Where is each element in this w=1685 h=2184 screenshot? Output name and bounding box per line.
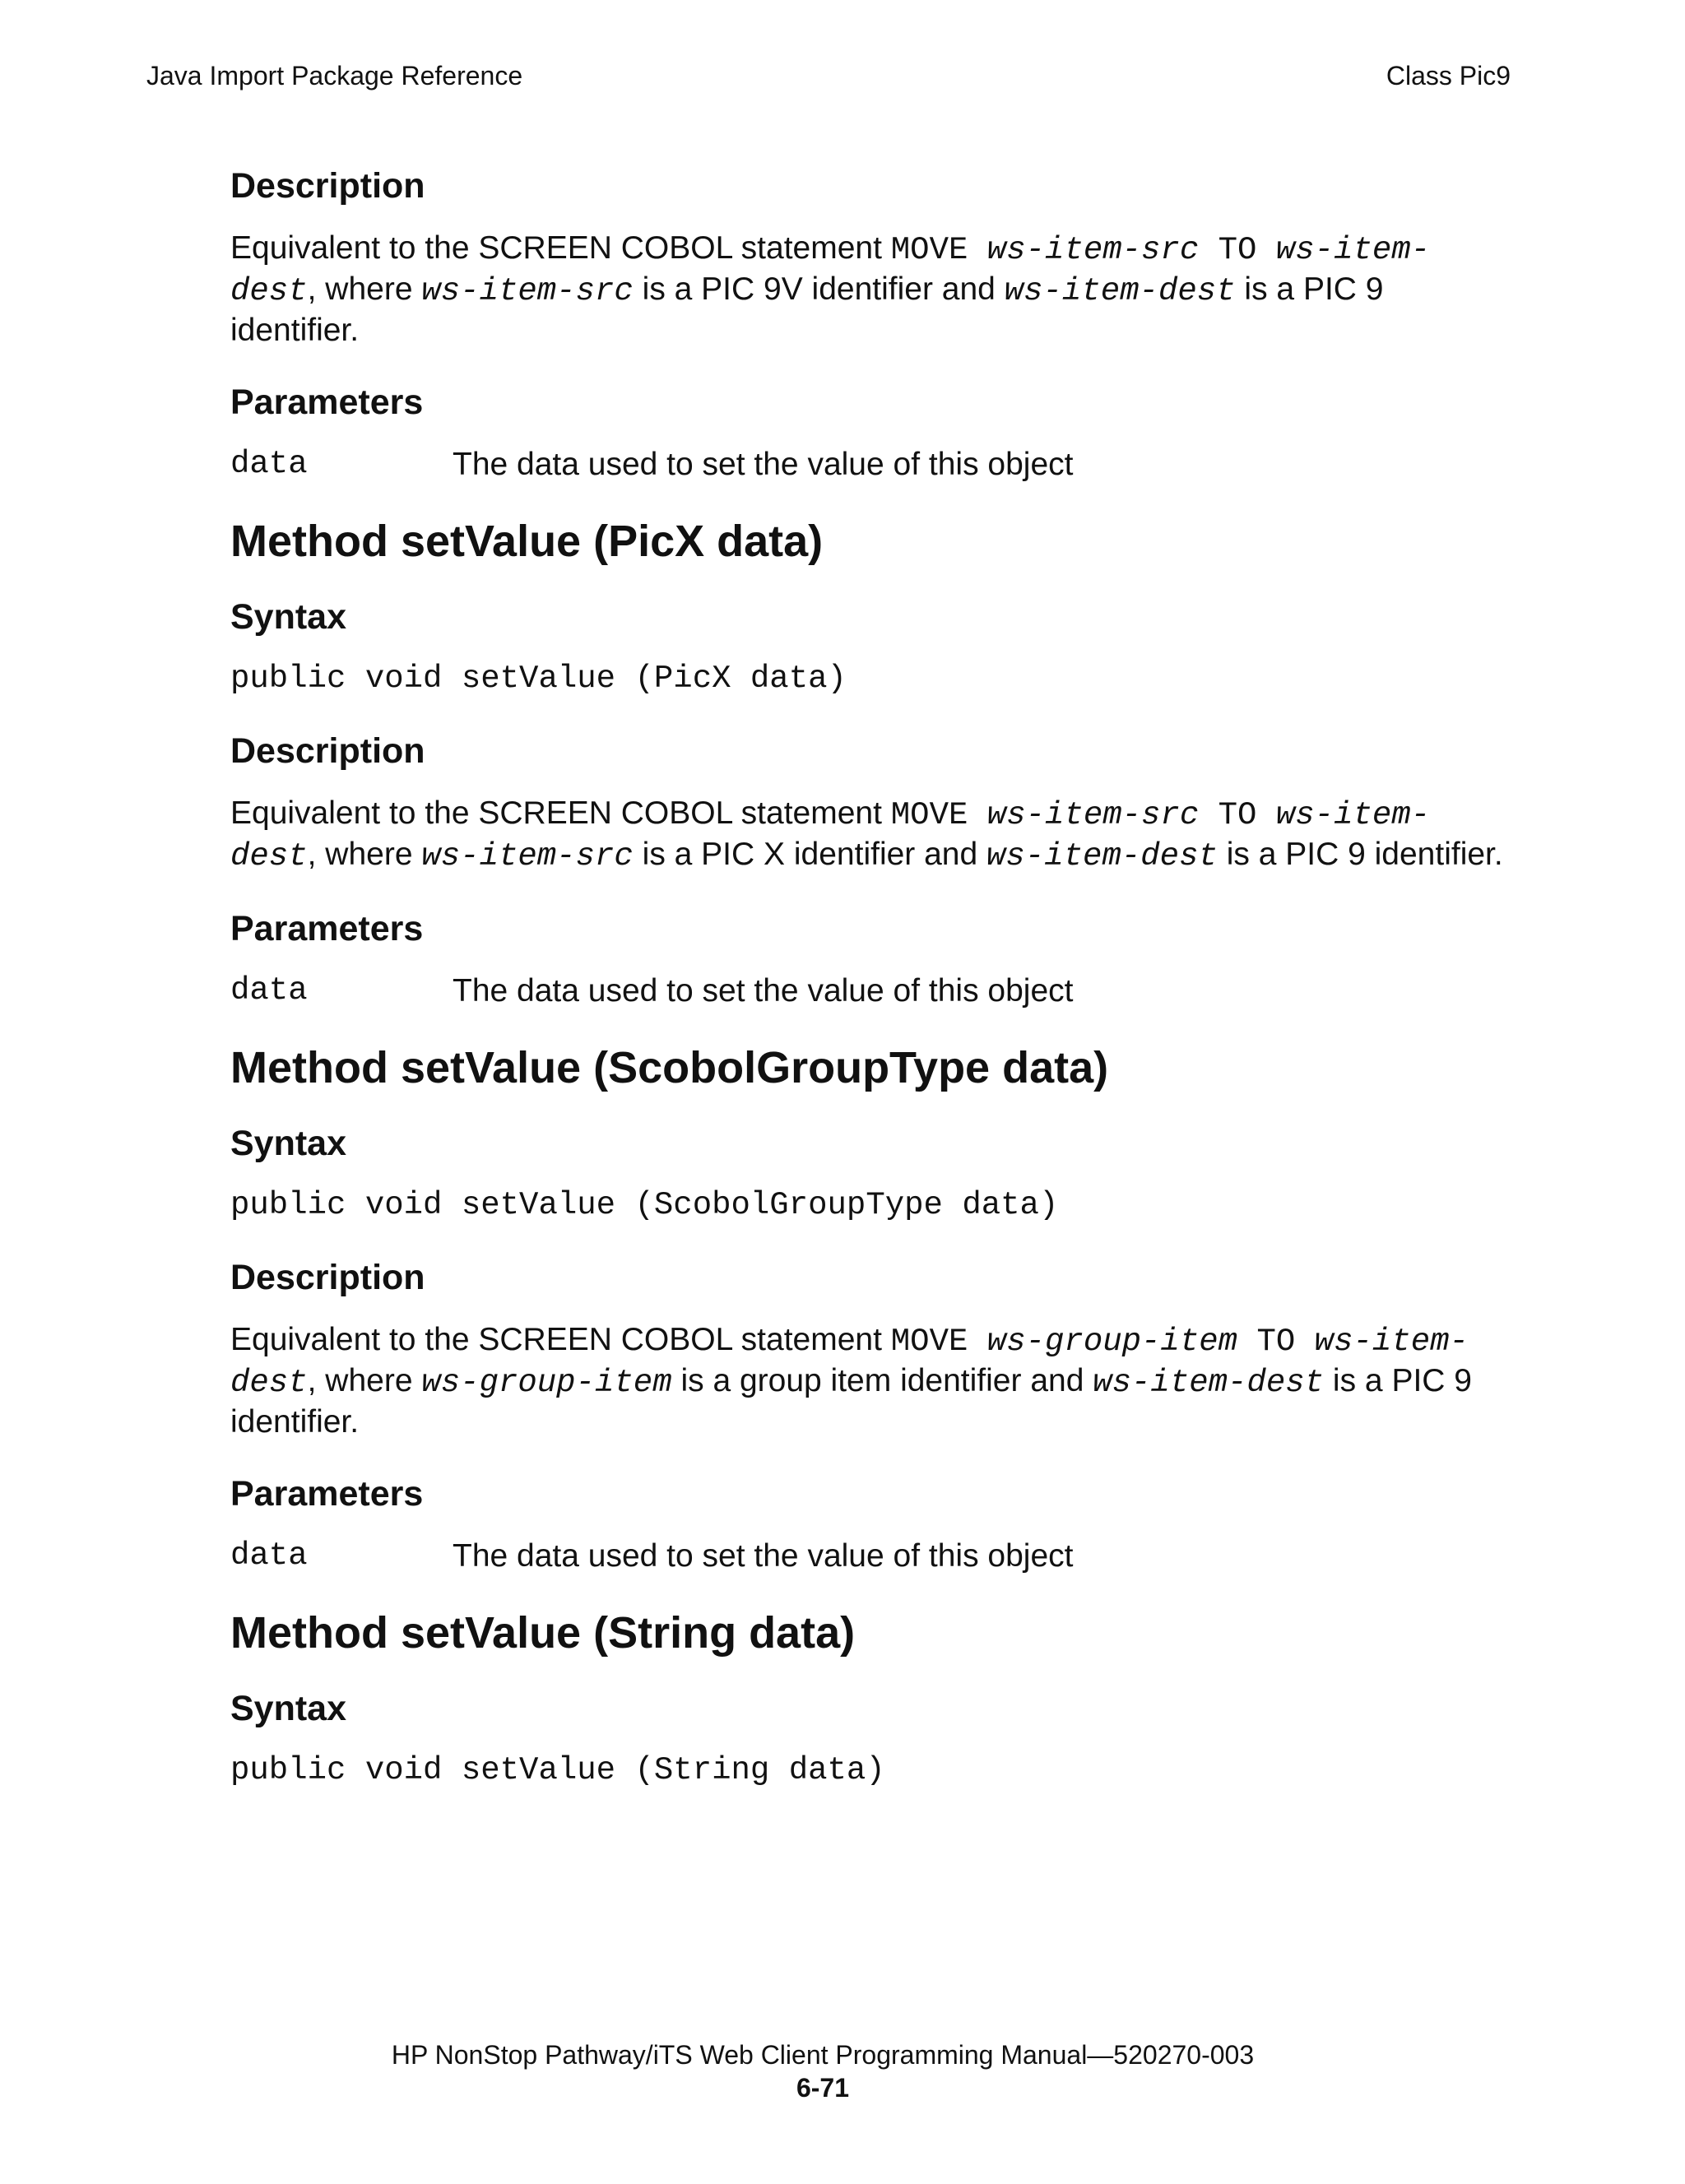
desc-text: , where xyxy=(307,1363,422,1398)
code-identifier: ws-group-item xyxy=(986,1324,1238,1360)
page-content xyxy=(230,165,1514,1821)
parameter-row xyxy=(230,971,1514,1010)
code-identifier: ws-item-dest xyxy=(230,1324,1469,1401)
parameters-heading: Parameters xyxy=(230,909,424,948)
description-text xyxy=(230,794,1514,876)
syntax-heading: Syntax xyxy=(230,597,347,637)
method-title: Method setValue (PicX data) xyxy=(230,517,824,566)
desc-text: is a PIC 9V identifier and xyxy=(633,271,1005,307)
desc-text: is a PIC 9 identifier. xyxy=(230,1363,1472,1440)
method-title: Method setValue (String data) xyxy=(230,1608,856,1658)
syntax-heading: Syntax xyxy=(230,1689,347,1728)
code-identifier: ws-group-item xyxy=(421,1365,672,1401)
parameters-heading: Parameters xyxy=(230,1474,424,1514)
code-keyword: MOVE xyxy=(890,1324,987,1360)
desc-text: is a PIC X identifier and xyxy=(633,837,987,872)
header-right-title: Class Pic9 xyxy=(1386,61,1511,90)
page-number: 6-71 xyxy=(796,2073,850,2103)
desc-text: is a PIC 9 identifier. xyxy=(230,271,1384,348)
page-footer xyxy=(0,2038,1646,2104)
section-setvalue-string xyxy=(230,1607,1514,1790)
desc-text: is a group item identifier and xyxy=(671,1363,1093,1398)
parameter-name: data xyxy=(230,1537,308,1574)
syntax-code: public void setValue (String data) xyxy=(230,1752,885,1788)
section-setvalue-scobolgrouptype xyxy=(230,1041,1514,1575)
code-identifier: ws-item-dest xyxy=(230,797,1431,874)
parameters-heading: Parameters xyxy=(230,383,424,422)
parameter-row xyxy=(230,445,1514,484)
header-left-title: Java Import Package Reference xyxy=(146,61,523,90)
syntax-code: public void setValue (ScobolGroupType data) xyxy=(230,1187,1059,1223)
code-identifier: ws-item-dest xyxy=(986,838,1218,874)
description-text xyxy=(230,1320,1514,1441)
section-setvalue-pic9v xyxy=(230,165,1514,484)
code-keyword: TO xyxy=(1199,797,1276,833)
description-text xyxy=(230,229,1514,350)
desc-text: Equivalent to the SCREEN COBOL statement xyxy=(230,1322,891,1357)
parameter-row xyxy=(230,1537,1514,1575)
code-identifier: ws-item-src xyxy=(421,273,634,309)
code-identifier: ws-item-src xyxy=(986,797,1200,833)
method-title: Method setValue (ScobolGroupType data) xyxy=(230,1043,1109,1092)
manual-title: HP NonStop Pathway/iTS Web Client Programming Manual—520270-003 xyxy=(391,2040,1255,2070)
code-keyword: MOVE xyxy=(890,232,987,268)
desc-text: , where xyxy=(307,271,422,307)
desc-text: Equivalent to the SCREEN COBOL statement xyxy=(230,230,891,266)
code-identifier: ws-item-src xyxy=(421,838,634,874)
code-identifier: ws-item-dest xyxy=(230,232,1431,309)
description-heading: Description xyxy=(230,1258,425,1297)
description-heading: Description xyxy=(230,166,425,206)
parameter-name: data xyxy=(230,446,308,482)
code-keyword: TO xyxy=(1199,232,1276,268)
parameter-description: The data used to set the value of this object xyxy=(453,447,1074,482)
syntax-heading: Syntax xyxy=(230,1124,347,1163)
running-header xyxy=(146,59,1511,92)
code-identifier: ws-item-src xyxy=(986,232,1200,268)
syntax-code: public void setValue (PicX data) xyxy=(230,661,847,697)
desc-text: is a PIC 9 identifier. xyxy=(1217,837,1503,872)
parameter-name: data xyxy=(230,972,308,1009)
section-setvalue-picx xyxy=(230,515,1514,1010)
description-heading: Description xyxy=(230,731,425,771)
code-identifier: ws-item-dest xyxy=(1093,1365,1325,1401)
code-keyword: MOVE xyxy=(890,797,987,833)
parameter-description: The data used to set the value of this object xyxy=(453,1538,1074,1574)
code-identifier: ws-item-dest xyxy=(1004,273,1236,309)
code-keyword: TO xyxy=(1237,1324,1315,1360)
parameter-description: The data used to set the value of this object xyxy=(453,973,1074,1009)
desc-text: , where xyxy=(307,837,422,872)
desc-text: Equivalent to the SCREEN COBOL statement xyxy=(230,795,891,831)
